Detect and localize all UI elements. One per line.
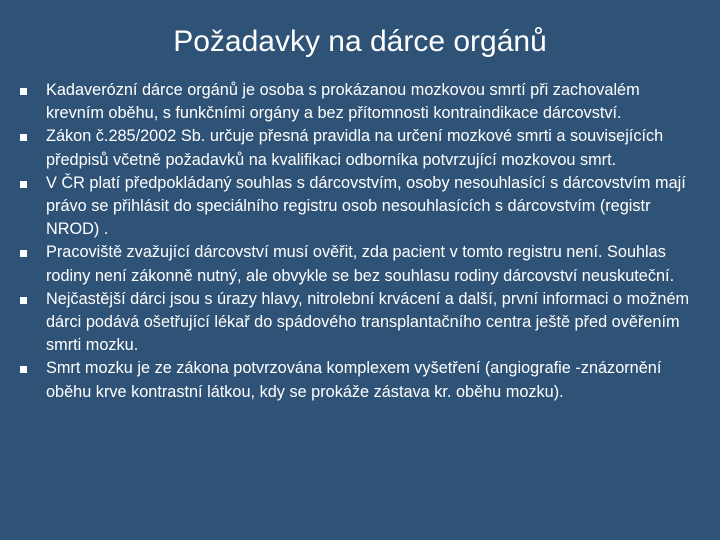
bullet-text: Smrt mozku je ze zákona potvrzována komplexem vyšetření (angiografie -znázornění oběhu krve kontrastní látkou, kdy se prokáže zástava kr. oběhu mozku). [46, 359, 662, 401]
bullet-item [20, 125, 696, 171]
bullet-list [20, 79, 696, 404]
bullet-text: V ČR platí předpokládaný souhlas s dárcovstvím, osoby nesouhlasící s dárcovstvím mají právo se přihlásit do speciálního registru osob nesouhlasících s dárcovstvím (registr NROD) . [46, 173, 686, 239]
square-bullet-icon [20, 88, 27, 95]
square-bullet-icon [20, 181, 27, 188]
slide-title: Požadavky na dárce orgánů [173, 25, 547, 58]
bullet-item [20, 357, 696, 403]
bullet-text: Zákon č.285/2002 Sb. určuje přesná pravidla na určení mozkové smrti a souvisejících předpisů včetně požadavků na kvalifikaci odborníka potvrzující mozkovou smrt. [46, 127, 664, 169]
bullet-text: Nejčastější dárci jsou s úrazy hlavy, nitrolební krvácení a další, první informaci o možném dárci podává ošetřující lékař do spádového transplantačního centra ještě před ověřením smrti mozku. [46, 289, 690, 355]
square-bullet-icon [20, 366, 27, 373]
bullet-item [20, 172, 696, 242]
bullet-item [20, 288, 696, 358]
square-bullet-icon [20, 297, 27, 304]
bullet-text: Kadaverózní dárce orgánů je osoba s prokázanou mozkovou smrtí při zachovalém krevním oběhu, s funkčními orgány a bez přítomnosti kontraindikace dárcovství. [46, 81, 640, 123]
square-bullet-icon [20, 134, 27, 141]
bullet-item [20, 79, 696, 125]
bullet-text: Pracoviště zvažující dárcovství musí ověřit, zda pacient v tomto registru není. Souhlas rodiny není zákonně nutný, ale obvykle se bez souhlasu rodiny dárcovství neuskuteční. [46, 243, 675, 285]
bullet-item [20, 241, 696, 287]
square-bullet-icon [20, 250, 27, 257]
